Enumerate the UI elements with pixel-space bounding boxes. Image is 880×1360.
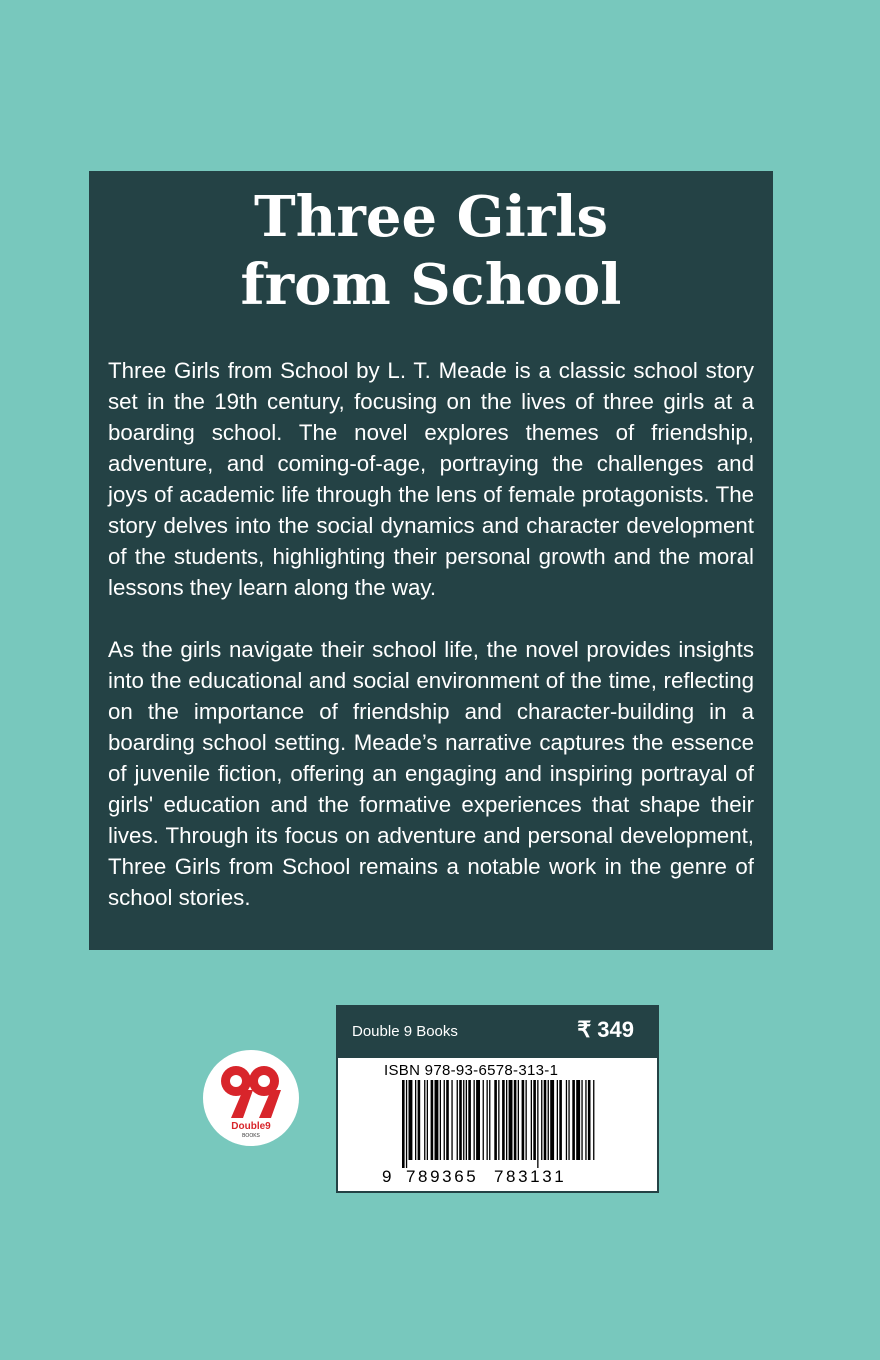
price-tag [577, 1017, 634, 1043]
logo-sub-text: BOOKS [242, 1133, 260, 1139]
barcode-bar [468, 1080, 471, 1160]
barcode-bar [431, 1080, 434, 1160]
barcode-bar [440, 1080, 441, 1160]
barcode-bar [514, 1080, 517, 1160]
barcode-bar [459, 1080, 462, 1160]
barcode-bar [557, 1080, 558, 1160]
barcode-bar [451, 1080, 452, 1160]
barcode-bar [531, 1080, 532, 1160]
barcode-bar [576, 1080, 580, 1160]
barcode-bar [474, 1080, 475, 1160]
barcode-digits-group-2: 783131 [494, 1167, 567, 1186]
price-header [338, 1007, 657, 1058]
barcode-bar [435, 1080, 439, 1160]
publisher-name: Double 9 Books [352, 1023, 458, 1040]
barcode-bar [544, 1080, 547, 1160]
barcode-bar [541, 1080, 542, 1160]
barcode-bar [483, 1080, 484, 1160]
barcode-bar [506, 1080, 507, 1160]
barcode-bar [588, 1080, 591, 1160]
barcode-bar [537, 1080, 538, 1168]
barcode-bar [509, 1080, 513, 1160]
barcode-bar [526, 1080, 527, 1160]
barcode-bar [487, 1080, 488, 1160]
blurb [108, 355, 754, 913]
barcode-bar [585, 1080, 586, 1160]
blurb-paragraph-1: Three Girls from School by L. T. Meade is a classic school story set in the 19th century, focusing on the lives of three girls at a boarding school. The novel explores themes of friendship, adventure, and coming-of-age, portraying the challenges and joys of academic life through the lens of female protagonists. The story delves into the social dynamics and character development of the students, highlighting their personal growth and the moral lessons they learn along the way. [108, 358, 754, 600]
barcode-bar [424, 1080, 425, 1160]
barcode-bar [406, 1080, 407, 1168]
barcode-bar [494, 1080, 497, 1160]
barcode-bar [559, 1080, 562, 1160]
description-panel [89, 171, 773, 950]
barcode-bar [581, 1080, 582, 1160]
barcode-bar [427, 1080, 428, 1160]
barcode-bar [518, 1080, 519, 1160]
barcode-graphic [402, 1080, 598, 1168]
barcode-bar [572, 1080, 575, 1160]
barcode-bar [418, 1080, 421, 1160]
barcode-bar [568, 1080, 569, 1160]
barcode-bar [593, 1080, 594, 1160]
barcode-bar [548, 1080, 549, 1160]
barcode-digit-first: 9 [382, 1167, 392, 1186]
barcode-bar [415, 1080, 416, 1160]
title-line-1: Three Girls [253, 184, 609, 250]
double9-logo-graphic [203, 1050, 299, 1146]
barcode-bar [409, 1080, 413, 1160]
barcode-bar [550, 1080, 554, 1160]
barcode-bar [502, 1080, 505, 1160]
double9-logo-icon [203, 1050, 299, 1146]
barcode-bar [457, 1080, 458, 1160]
isbn-label: ISBN 978-93-6578-313-1 [384, 1062, 559, 1079]
barcode-bar [566, 1080, 567, 1160]
barcode-digits-group-1: 789365 [406, 1167, 479, 1186]
book-title [108, 171, 754, 319]
barcode-bar [402, 1080, 405, 1168]
barcode-bar [463, 1080, 464, 1160]
rupee-symbol: ₹ [577, 1017, 592, 1042]
price-value: 349 [597, 1017, 634, 1042]
title-line-2: from School [240, 252, 622, 318]
barcode-bar [446, 1080, 449, 1160]
barcode-bar [498, 1080, 499, 1160]
barcode-bar [466, 1080, 467, 1160]
blurb-paragraph-2: As the girls navigate their school life, the novel provides insights into the educational and social environment of the time, reflecting on the importance of friendship and character-building in a boarding school setting. Meade’s narrative captures the essence of juvenile fiction, offering an engaging and inspiring portrayal of girls' education and the formative experiences that shape their lives. Through its focus on adventure and personal development, Three Girls from School remains a notable work in the genre of school stories. [108, 637, 754, 910]
logo-brand-text: Double9 [231, 1121, 271, 1132]
barcode-bar [444, 1080, 445, 1160]
barcode-bar [476, 1080, 480, 1160]
barcode-bar [533, 1080, 536, 1160]
barcode-bar [522, 1080, 525, 1160]
price-barcode-box [336, 1005, 659, 1193]
barcode-bar [489, 1080, 490, 1160]
